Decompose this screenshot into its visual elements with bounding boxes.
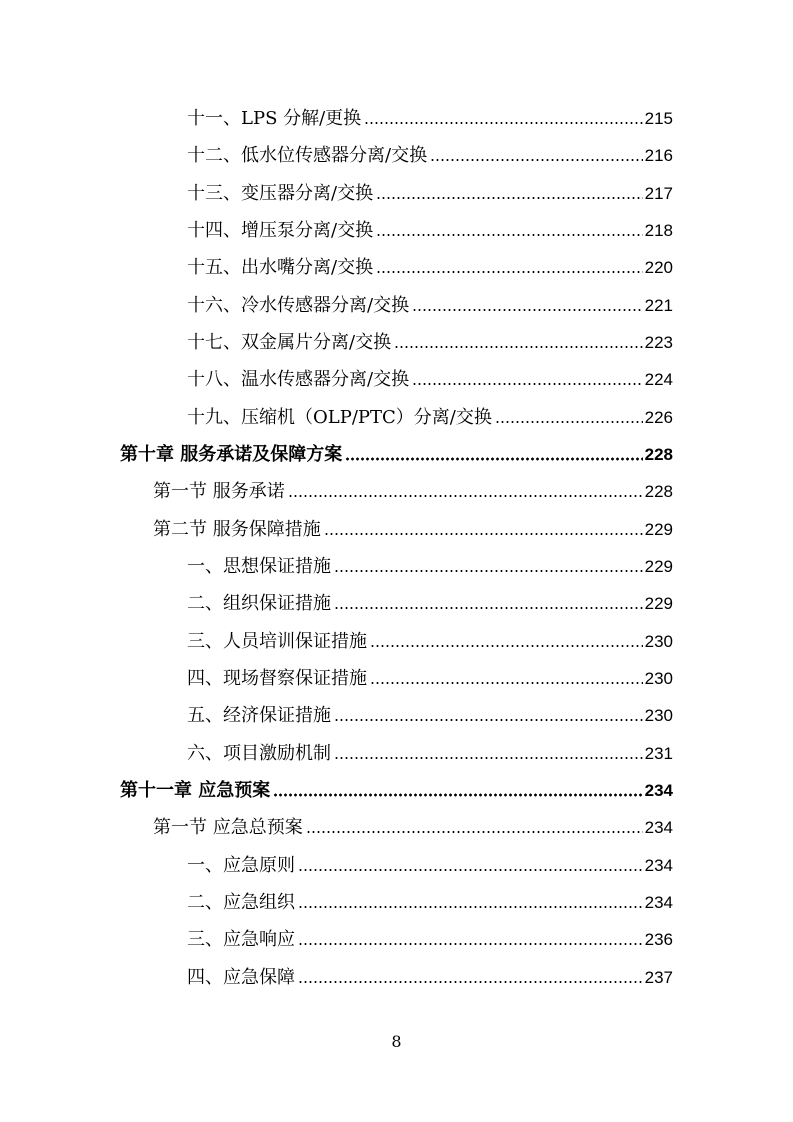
toc-entry-title: 三、应急响应 xyxy=(187,928,295,950)
toc-entry-title: 四、现场督察保证措施 xyxy=(187,667,367,689)
dot-leader xyxy=(370,644,643,648)
toc-entry[interactable] xyxy=(187,361,673,398)
toc-entry-title: 十一、LPS 分解/更换 xyxy=(187,107,362,129)
dot-leader xyxy=(430,158,643,162)
toc-entry-page-number: 216 xyxy=(644,145,673,165)
toc-entry-page-number: 236 xyxy=(644,929,673,949)
dot-leader xyxy=(298,868,643,872)
toc-entry-title: 第一节 应急总预案 xyxy=(153,816,303,838)
dot-leader xyxy=(412,382,643,386)
toc-section-entry[interactable] xyxy=(153,473,673,510)
dot-leader xyxy=(334,569,643,573)
toc-entry-page-number: 234 xyxy=(644,892,673,912)
toc-entry-page-number: 228 xyxy=(644,444,673,464)
dot-leader xyxy=(370,681,643,685)
toc-entry-title: 第十章 服务承诺及保障方案 xyxy=(120,443,343,465)
toc-section-entry[interactable] xyxy=(153,809,673,846)
toc-entry-page-number: 226 xyxy=(644,407,673,427)
toc-entry-page-number: 234 xyxy=(644,817,673,837)
toc-entry[interactable] xyxy=(187,137,673,174)
dot-leader xyxy=(412,308,643,312)
dot-leader xyxy=(298,905,643,909)
toc-entry-page-number: 221 xyxy=(644,295,673,315)
toc-entry[interactable] xyxy=(187,212,673,249)
toc-entry[interactable] xyxy=(187,175,673,212)
toc-entry[interactable] xyxy=(187,548,673,585)
dot-leader xyxy=(288,494,643,498)
toc-chapter-entry[interactable] xyxy=(120,772,673,809)
toc-entry-page-number: 229 xyxy=(644,593,673,613)
toc-entry-page-number: 215 xyxy=(644,108,673,128)
toc-entry-title: 第十一章 应急预案 xyxy=(120,779,271,801)
toc-entry-page-number: 237 xyxy=(644,967,673,987)
dot-leader xyxy=(273,793,642,797)
toc-entry-page-number: 220 xyxy=(644,257,673,277)
toc-entry-page-number: 234 xyxy=(644,855,673,875)
toc-entry-page-number: 230 xyxy=(644,668,673,688)
toc-entry-title: 二、组织保证措施 xyxy=(187,592,331,614)
toc-entry-title: 十九、压缩机（OLP/PTC）分离/交换 xyxy=(187,406,492,428)
toc-entry[interactable] xyxy=(187,249,673,286)
toc-entry-page-number: 230 xyxy=(644,705,673,725)
toc-entry[interactable] xyxy=(187,884,673,921)
toc-entry-title: 十八、温水传感器分离/交换 xyxy=(187,368,410,390)
toc-entry[interactable] xyxy=(187,921,673,958)
toc-entry-title: 五、经济保证措施 xyxy=(187,704,331,726)
dot-leader xyxy=(495,420,643,424)
toc-entry-title: 一、应急原则 xyxy=(187,854,295,876)
toc-entry-title: 一、思想保证措施 xyxy=(187,555,331,577)
dot-leader xyxy=(306,830,643,834)
toc-entry-page-number: 229 xyxy=(644,556,673,576)
toc-entry-title: 六、项目激励机制 xyxy=(187,742,331,764)
toc-entry[interactable] xyxy=(187,660,673,697)
dot-leader xyxy=(394,345,643,349)
toc-entry-page-number: 230 xyxy=(644,631,673,651)
dot-leader xyxy=(298,980,643,984)
toc-entry-page-number: 218 xyxy=(644,220,673,240)
toc-entry-title: 第一节 服务承诺 xyxy=(153,480,285,502)
toc-entry[interactable] xyxy=(187,847,673,884)
toc-entry-page-number: 223 xyxy=(644,332,673,352)
toc-entry-title: 四、应急保障 xyxy=(187,966,295,988)
toc-entry-page-number: 228 xyxy=(644,481,673,501)
toc-entry[interactable] xyxy=(187,959,673,996)
toc-entry[interactable] xyxy=(187,623,673,660)
dot-leader xyxy=(334,756,643,760)
dot-leader xyxy=(376,233,643,237)
toc-entry-title: 第二节 服务保障措施 xyxy=(153,518,321,540)
toc-entry-page-number: 234 xyxy=(644,780,673,800)
toc-entry-page-number: 229 xyxy=(644,519,673,539)
dot-leader xyxy=(376,196,643,200)
toc-entry-title: 十四、增压泵分离/交换 xyxy=(187,219,374,241)
toc-entry-title: 二、应急组织 xyxy=(187,891,295,913)
toc-entry[interactable] xyxy=(187,585,673,622)
toc-entry-title: 三、人员培训保证措施 xyxy=(187,630,367,652)
toc-section-entry[interactable] xyxy=(153,511,673,548)
toc-chapter-entry[interactable] xyxy=(120,436,673,473)
toc-entry[interactable] xyxy=(187,324,673,361)
toc-entry-page-number: 224 xyxy=(644,369,673,389)
dot-leader xyxy=(334,606,643,610)
toc-entry-title: 十五、出水嘴分离/交换 xyxy=(187,256,374,278)
dot-leader xyxy=(298,942,643,946)
toc-entry[interactable] xyxy=(187,735,673,772)
dot-leader xyxy=(376,270,643,274)
toc-entry[interactable] xyxy=(187,100,673,137)
toc-entry[interactable] xyxy=(187,697,673,734)
toc-entry-title: 十三、变压器分离/交换 xyxy=(187,182,374,204)
toc-entry[interactable] xyxy=(187,287,673,324)
dot-leader xyxy=(334,718,643,722)
toc-entry-page-number: 231 xyxy=(644,743,673,763)
dot-leader xyxy=(364,121,642,125)
toc-entry-title: 十七、双金属片分离/交换 xyxy=(187,331,392,353)
toc-entry-title: 十二、低水位传感器分离/交换 xyxy=(187,144,428,166)
page-footer-number: 8 xyxy=(391,1032,402,1051)
toc-entry-title: 十六、冷水传感器分离/交换 xyxy=(187,294,410,316)
toc-entry[interactable] xyxy=(187,399,673,436)
toc-entry-page-number: 217 xyxy=(644,183,673,203)
dot-leader xyxy=(345,457,642,461)
dot-leader xyxy=(324,532,643,536)
